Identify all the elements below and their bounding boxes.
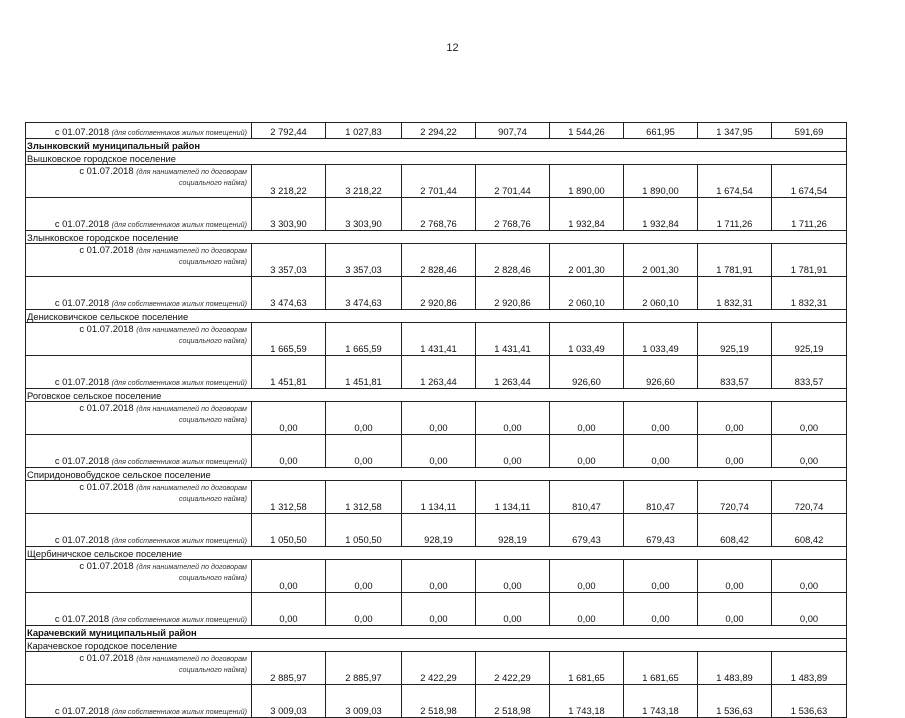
value-cell: 1 050,50	[252, 514, 326, 547]
value-cell: 2 294,22	[402, 123, 476, 139]
value-cell: 1 681,65	[550, 652, 624, 685]
row-label	[26, 198, 252, 231]
value-cell: 1 033,49	[624, 323, 698, 356]
value-cell: 1 263,44	[476, 356, 550, 389]
table-row	[26, 560, 847, 593]
row-note: (для собственников жилых помещений)	[111, 707, 247, 716]
value-cell: 661,95	[624, 123, 698, 139]
value-cell: 0,00	[624, 402, 698, 435]
value-cell: 1 312,58	[326, 481, 402, 514]
tariff-table	[25, 122, 847, 718]
value-cell: 1 483,89	[698, 652, 772, 685]
row-note: (для собственников жилых помещений)	[111, 615, 247, 624]
value-cell: 0,00	[772, 402, 847, 435]
row-date: с 01.07.2018	[79, 165, 134, 176]
value-cell: 1 743,18	[624, 685, 698, 718]
value-cell: 1 312,58	[252, 481, 326, 514]
section-row	[26, 626, 847, 639]
row-date: с 01.07.2018	[54, 455, 110, 466]
value-cell: 3 474,63	[252, 277, 326, 310]
value-cell: 1 347,95	[698, 123, 772, 139]
section-row	[26, 639, 847, 652]
settlement-heading: Денисковичское сельское поселение	[26, 310, 847, 323]
table-row	[26, 685, 847, 718]
row-note: (для нанимателей по договорам	[136, 167, 247, 176]
row-note-line2: социального найма)	[178, 494, 247, 503]
row-note: (для собственников жилых помещений)	[111, 299, 247, 308]
value-cell: 2 885,97	[326, 652, 402, 685]
value-cell: 0,00	[698, 593, 772, 626]
value-cell: 0,00	[624, 560, 698, 593]
value-cell: 3 009,03	[252, 685, 326, 718]
row-note-line2: социального найма)	[178, 257, 247, 266]
value-cell: 1 832,31	[698, 277, 772, 310]
value-cell: 2 422,29	[402, 652, 476, 685]
value-cell: 2 060,10	[624, 277, 698, 310]
value-cell: 2 701,44	[402, 165, 476, 198]
value-cell: 833,57	[772, 356, 847, 389]
value-cell: 810,47	[624, 481, 698, 514]
table-row	[26, 435, 847, 468]
row-note: (для нанимателей по договорам	[136, 404, 247, 413]
row-date: с 01.07.2018	[54, 534, 110, 545]
value-cell: 1 890,00	[624, 165, 698, 198]
row-note: (для нанимателей по договорам	[136, 562, 247, 571]
value-cell: 679,43	[624, 514, 698, 547]
value-cell: 925,19	[772, 323, 847, 356]
row-note-line2: социального найма)	[178, 665, 247, 674]
section-row	[26, 139, 847, 152]
value-cell: 1 781,91	[772, 244, 847, 277]
row-note: (для нанимателей по договорам	[136, 654, 247, 663]
value-cell: 926,60	[624, 356, 698, 389]
value-cell: 1 674,54	[772, 165, 847, 198]
value-cell: 1 932,84	[624, 198, 698, 231]
value-cell: 0,00	[624, 593, 698, 626]
value-cell: 1 781,91	[698, 244, 772, 277]
value-cell: 1 050,50	[326, 514, 402, 547]
row-label	[26, 402, 252, 435]
value-cell: 1 027,83	[326, 123, 402, 139]
value-cell: 926,60	[550, 356, 624, 389]
value-cell: 0,00	[550, 402, 624, 435]
section-row	[26, 468, 847, 481]
value-cell: 0,00	[772, 560, 847, 593]
value-cell: 3 357,03	[252, 244, 326, 277]
value-cell: 2 920,86	[402, 277, 476, 310]
value-cell: 0,00	[698, 560, 772, 593]
settlement-heading: Злынковское городское поселение	[26, 231, 847, 244]
value-cell: 2 792,44	[252, 123, 326, 139]
value-cell: 679,43	[550, 514, 624, 547]
value-cell: 1 890,00	[550, 165, 624, 198]
value-cell: 2 885,97	[252, 652, 326, 685]
value-cell: 810,47	[550, 481, 624, 514]
section-row	[26, 547, 847, 560]
value-cell: 2 920,86	[476, 277, 550, 310]
value-cell: 0,00	[252, 593, 326, 626]
value-cell: 0,00	[252, 402, 326, 435]
table-row	[26, 481, 847, 514]
value-cell: 833,57	[698, 356, 772, 389]
value-cell: 1 544,26	[550, 123, 624, 139]
value-cell: 1 711,26	[772, 198, 847, 231]
value-cell: 2 768,76	[402, 198, 476, 231]
value-cell: 720,74	[772, 481, 847, 514]
value-cell: 720,74	[698, 481, 772, 514]
value-cell: 0,00	[252, 560, 326, 593]
value-cell: 1 665,59	[326, 323, 402, 356]
row-label	[26, 356, 252, 389]
value-cell: 1 536,63	[698, 685, 772, 718]
row-note-line2: социального найма)	[178, 178, 247, 187]
value-cell: 1 832,31	[772, 277, 847, 310]
value-cell: 2 701,44	[476, 165, 550, 198]
value-cell: 0,00	[326, 560, 402, 593]
table-row	[26, 652, 847, 685]
value-cell: 1 665,59	[252, 323, 326, 356]
value-cell: 1 711,26	[698, 198, 772, 231]
value-cell: 928,19	[476, 514, 550, 547]
value-cell: 1 536,63	[772, 685, 847, 718]
value-cell: 2 828,46	[402, 244, 476, 277]
value-cell: 3 218,22	[252, 165, 326, 198]
value-cell: 2 768,76	[476, 198, 550, 231]
row-label	[26, 481, 252, 514]
value-cell: 3 357,03	[326, 244, 402, 277]
value-cell: 3 009,03	[326, 685, 402, 718]
table-row	[26, 123, 847, 139]
value-cell: 1 263,44	[402, 356, 476, 389]
value-cell: 0,00	[326, 402, 402, 435]
value-cell: 0,00	[698, 435, 772, 468]
value-cell: 1 033,49	[550, 323, 624, 356]
row-date: с 01.07.2018	[79, 481, 134, 492]
table-row	[26, 165, 847, 198]
row-date: с 01.07.2018	[54, 705, 110, 716]
value-cell: 0,00	[476, 435, 550, 468]
value-cell: 0,00	[402, 593, 476, 626]
value-cell: 1 431,41	[476, 323, 550, 356]
table-row	[26, 514, 847, 547]
value-cell: 0,00	[624, 435, 698, 468]
table-row	[26, 593, 847, 626]
value-cell: 0,00	[252, 435, 326, 468]
value-cell: 3 218,22	[326, 165, 402, 198]
row-note-line2: социального найма)	[178, 415, 247, 424]
value-cell: 0,00	[476, 593, 550, 626]
section-row	[26, 389, 847, 402]
value-cell: 0,00	[402, 560, 476, 593]
district-heading: Злынковский муниципальный район	[26, 139, 847, 152]
row-date: с 01.07.2018	[79, 652, 134, 663]
value-cell: 2 001,30	[624, 244, 698, 277]
row-label	[26, 323, 252, 356]
table-row	[26, 402, 847, 435]
value-cell: 0,00	[326, 593, 402, 626]
value-cell: 1 743,18	[550, 685, 624, 718]
value-cell: 3 474,63	[326, 277, 402, 310]
row-note: (для нанимателей по договорам	[136, 325, 247, 334]
table-row	[26, 244, 847, 277]
row-note: (для нанимателей по договорам	[136, 246, 247, 255]
row-date: с 01.07.2018	[54, 126, 110, 137]
section-row	[26, 310, 847, 323]
value-cell: 2 422,29	[476, 652, 550, 685]
row-date: с 01.07.2018	[79, 402, 134, 413]
value-cell: 0,00	[772, 435, 847, 468]
row-note: (для нанимателей по договорам	[136, 483, 247, 492]
value-cell: 0,00	[402, 402, 476, 435]
table-row	[26, 277, 847, 310]
value-cell: 1 674,54	[698, 165, 772, 198]
row-label	[26, 652, 252, 685]
value-cell: 907,74	[476, 123, 550, 139]
value-cell: 0,00	[476, 560, 550, 593]
settlement-heading: Роговское сельское поселение	[26, 389, 847, 402]
value-cell: 2 828,46	[476, 244, 550, 277]
value-cell: 0,00	[698, 402, 772, 435]
value-cell: 0,00	[326, 435, 402, 468]
value-cell: 0,00	[550, 560, 624, 593]
settlement-heading: Щербиничское сельское поселение	[26, 547, 847, 560]
value-cell: 2 001,30	[550, 244, 624, 277]
value-cell: 2 518,98	[476, 685, 550, 718]
settlement-heading: Карачевское городское поселение	[26, 639, 847, 652]
value-cell: 1 134,11	[476, 481, 550, 514]
value-cell: 2 518,98	[402, 685, 476, 718]
row-note: (для собственников жилых помещений)	[111, 220, 247, 229]
value-cell: 925,19	[698, 323, 772, 356]
row-date: с 01.07.2018	[54, 376, 110, 387]
value-cell: 1 483,89	[772, 652, 847, 685]
table-row	[26, 323, 847, 356]
row-label	[26, 277, 252, 310]
value-cell: 3 303,90	[252, 198, 326, 231]
row-label	[26, 593, 252, 626]
row-label	[26, 685, 252, 718]
table-row	[26, 356, 847, 389]
value-cell: 1 451,81	[252, 356, 326, 389]
row-label	[26, 560, 252, 593]
value-cell: 608,42	[698, 514, 772, 547]
section-row	[26, 152, 847, 165]
row-note-line2: социального найма)	[178, 336, 247, 345]
table-row	[26, 198, 847, 231]
value-cell: 608,42	[772, 514, 847, 547]
row-date: с 01.07.2018	[54, 218, 110, 229]
value-cell: 1 932,84	[550, 198, 624, 231]
row-label	[26, 514, 252, 547]
value-cell: 1 134,11	[402, 481, 476, 514]
row-label	[26, 244, 252, 277]
value-cell: 0,00	[772, 593, 847, 626]
settlement-heading: Вышковское городское поселение	[26, 152, 847, 165]
value-cell: 928,19	[402, 514, 476, 547]
row-date: с 01.07.2018	[54, 297, 110, 308]
row-label	[26, 165, 252, 198]
row-note: (для собственников жилых помещений)	[111, 378, 247, 387]
row-note: (для собственников жилых помещений)	[111, 457, 247, 466]
row-note-line2: социального найма)	[178, 573, 247, 582]
value-cell: 3 303,90	[326, 198, 402, 231]
district-heading: Карачевский муниципальный район	[26, 626, 847, 639]
value-cell: 2 060,10	[550, 277, 624, 310]
row-date: с 01.07.2018	[54, 613, 110, 624]
value-cell: 0,00	[550, 435, 624, 468]
section-row	[26, 231, 847, 244]
row-label	[26, 123, 252, 139]
row-date: с 01.07.2018	[79, 560, 134, 571]
row-label	[26, 435, 252, 468]
row-note: (для собственников жилых помещений)	[111, 536, 247, 545]
page-number: 12	[446, 42, 459, 54]
value-cell: 1 451,81	[326, 356, 402, 389]
value-cell: 591,69	[772, 123, 847, 139]
row-date: с 01.07.2018	[79, 244, 134, 255]
row-note: (для собственников жилых помещений)	[111, 128, 247, 137]
settlement-heading: Спиридоновобудское сельское поселение	[26, 468, 847, 481]
value-cell: 0,00	[402, 435, 476, 468]
row-date: с 01.07.2018	[79, 323, 134, 334]
value-cell: 0,00	[550, 593, 624, 626]
value-cell: 1 431,41	[402, 323, 476, 356]
value-cell: 1 681,65	[624, 652, 698, 685]
value-cell: 0,00	[476, 402, 550, 435]
